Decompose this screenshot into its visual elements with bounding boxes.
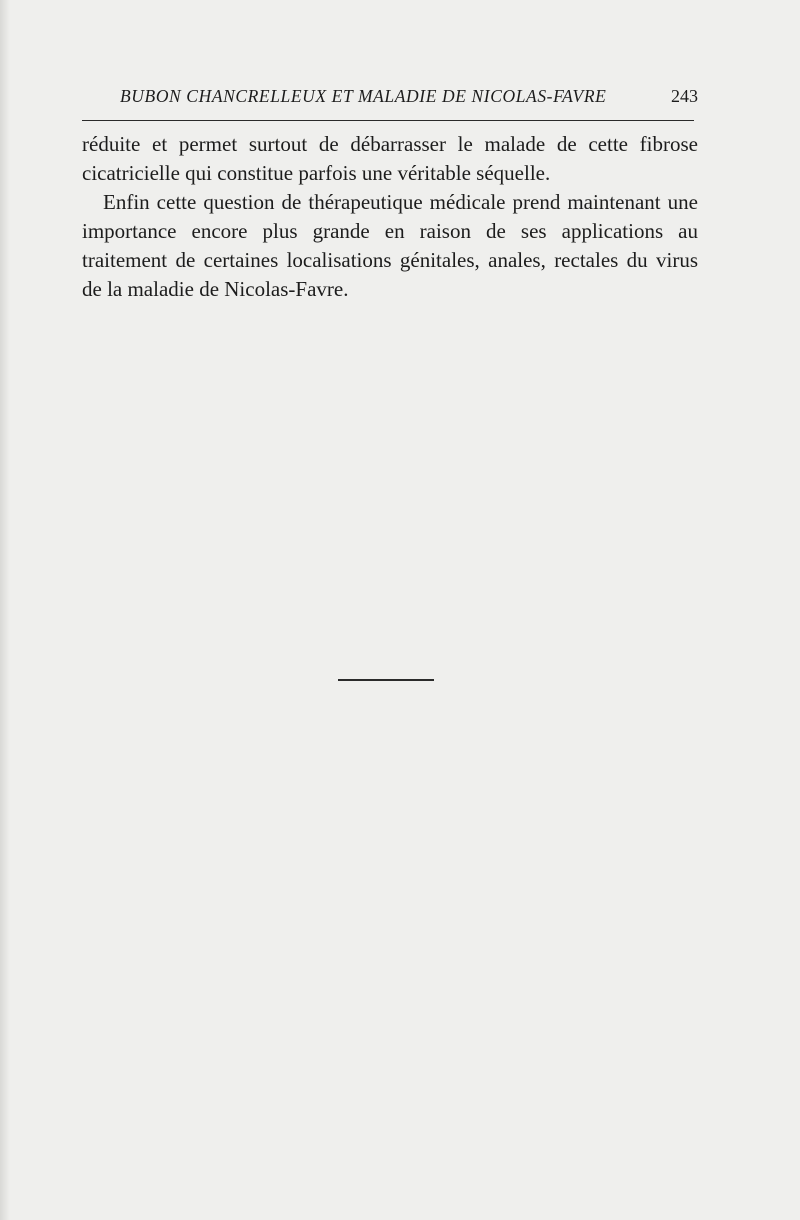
page-binding-shadow [0, 0, 10, 1220]
page-number: 243 [671, 86, 698, 106]
section-end-rule [338, 679, 434, 681]
header-rule [82, 120, 694, 121]
paragraph: réduite et permet surtout de débarrasser le malade de cette fibrose cicatricielle qui constitue parfois une véritable séquelle. [82, 132, 698, 185]
paragraph: Enfin cette question de thérapeutique médicale prend maintenant une importance encore plus grande en raison de ses applications au traitement de certaines localisations génitales, anales, rectales du virus de la maladie de Nicolas-Favre. [82, 190, 698, 301]
running-title: BUBON CHANCRELLEUX ET MALADIE DE NICOLAS-FAVRE [120, 86, 607, 106]
body-text [82, 130, 698, 304]
running-head [82, 86, 698, 112]
